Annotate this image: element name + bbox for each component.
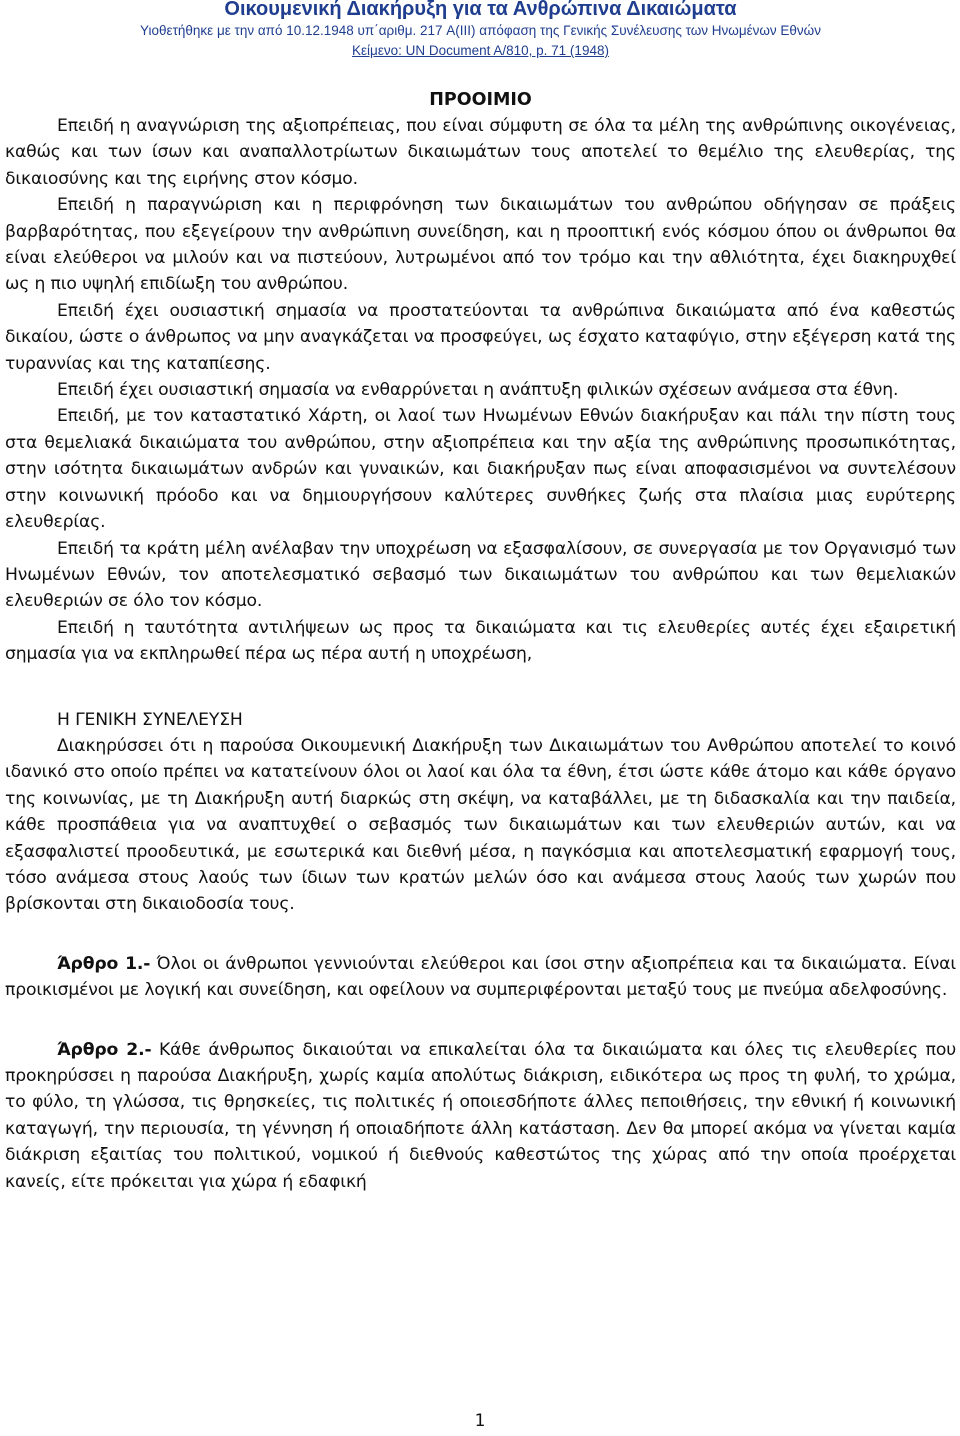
- source-link[interactable]: Κείμενο: UN Document A/810, p. 71 (1948): [352, 43, 609, 58]
- document-title: Οικουμενική Διακήρυξη για τα Ανθρώπινα Δικαιώματα: [224, 0, 737, 20]
- preamble-paragraph: Επειδή τα κράτη μέλη ανέλαβαν την υποχρέωση να εξασφαλίσουν, σε συνεργασία με τον Οργανισμό των Ηνωμένων Εθνών, τον αποτελεσματικό σεβασμό των δικαιωμάτων του ανθρώπου και των θεμελιακών ελευθεριών σε όλο τον κόσμο.: [5, 538, 956, 612]
- article-2: [5, 1037, 956, 1195]
- preamble-paragraph: Επειδή η παραγνώριση και η περιφρόνηση των δικαιωμάτων του ανθρώπου οδήγησαν σε πράξεις βαρβαρότητας, που εξεγείρουν την ανθρώπινη συνείδηση, και η προοπτική ενός κόσμου όπου οι άνθρωποι θα είναι ελεύθεροι να μιλούν και να πιστεύουν, λυτρωμένοι από τον τρόμο και την αθλιότητα, έχει διακηρυχθεί ως η πιο υψηλή επιδίωξη του ανθρώπου.: [5, 195, 956, 295]
- preamble-title: ΠΡΟΟΙΜΙΟ: [429, 90, 532, 110]
- preamble-paragraph: Επειδή η ταυτότητα αντιλήψεων ως προς τα δικαιώματα και τις ελευθερίες αυτές έχει εξαιρετική σημασία για να εκπληρωθεί πέρα ως πέρα αυτή η υποχρέωση,: [5, 617, 956, 665]
- article-1: [5, 951, 956, 1004]
- adoption-note: Υιοθετήθηκε με την από 10.12.1948 υπ΄αριθμ. 217 A(III) απόφαση της Γενικής Συνέλευσης των Ηνωμένων Εθνών: [140, 23, 821, 38]
- article-1-label: Άρθρο 1.-: [57, 953, 151, 974]
- preamble-paragraph: Επειδή, με τον καταστατικό Χάρτη, οι λαοί των Ηνωμένων Εθνών διακήρυξαν και πάλι την πίστη τους στα θεμελιακά δικαιώματα του ανθρώπου, στην αξιοπρέπεια και την αξία της ανθρώπινης προσωπικότητας, στην ισότητα δικαιωμάτων ανδρών και γυναικών, και διακήρυξαν πως είναι αποφασισμένοι να συντελέσουν στην κοινωνική πρόοδο και να δημιουργήσουν καλύτερες συνθήκες ζωής στα πλαίσια μιας ευρύτερης ελευθερίας.: [5, 406, 956, 533]
- assembly-heading: Η ΓΕΝΙΚΗ ΣΥΝΕΛΕΥΣΗ: [57, 709, 243, 730]
- preamble-paragraph: Επειδή έχει ουσιαστική σημασία να ενθαρρύνεται η ανάπτυξη φιλικών σχέσεων ανάμεσα στα έθνη.: [57, 380, 899, 401]
- preamble-paragraph: Επειδή έχει ουσιαστική σημασία να προστατεύονται τα ανθρώπινα δικαιώματα από ένα καθεστώς δικαίου, ώστε ο άνθρωπος να μην αναγκάζεται να προσφεύγει, ως έσχατο καταφύγιο, στην εξέγερση κατά της τυραννίας και της καταπίεσης.: [5, 300, 956, 374]
- document-header: [5, 0, 956, 60]
- assembly-paragraph: Διακηρύσσει ότι η παρούσα Οικουμενική Διακήρυξη των Δικαιωμάτων του Ανθρώπου αποτελεί το κοινό ιδανικό στο οποίο πρέπει να κατατείνουν όλοι οι λαοί και όλα τα έθνη, έτσι ώστε κάθε άτομο και κάθε όργανο της κοινωνίας, με τη Διακήρυξη αυτή διαρκώς στη σκέψη, να καταβάλλει, με τη διδασκαλία και την παιδεία, κάθε προσπάθεια για να αναπτυχθεί ο σεβασμός των δικαιωμάτων και των ελευθεριών αυτών, και να εξασφαλιστεί προοδευτικά, με εσωτερικά και διεθνή μέσα, η παγκόσμια και αποτελεσματική εφαρμογή τους, τόσο ανάμεσα στους λαούς των ίδιων των κρατών μελών όσο και ανάμεσα στους λαούς των χωρών που βρίσκονται στη δικαιοδοσία τους.: [5, 735, 956, 915]
- page-number: 1: [474, 1411, 486, 1431]
- article-1-text: Όλοι οι άνθρωποι γεννιούνται ελεύθεροι και ίσοι στην αξιοπρέπεια και τα δικαιώματα. Είναι προικισμένοι με λογική και συνείδηση, και οφείλουν να συμπεριφέρονται μεταξύ τους με πνεύμα αδελφοσύνης.: [5, 953, 956, 1001]
- preamble-body: [5, 113, 956, 1195]
- preamble-paragraph: Επειδή η αναγνώριση της αξιοπρέπειας, που είναι σύμφυτη σε όλα τα μέλη της ανθρώπινης οικογένειας, καθώς και των ίσων και αναπαλλοτρίωτων δικαιωμάτων τους αποτελεί το θεμέλιο της ελευθερίας, της δικαιοσύνης και της ειρήνης στον κόσμο.: [5, 116, 956, 189]
- article-2-label: Άρθρο 2.-: [57, 1039, 152, 1060]
- article-2-text: Κάθε άνθρωπος δικαιούται να επικαλείται όλα τα δικαιώματα και όλες τις ελευθερίες που προκηρύσσει η παρούσα Διακήρυξη, χωρίς καμία απολύτως διάκριση, ειδικότερα ως προς τη φυλή, το χρώμα, το φύλο, τη γλώσσα, τις θρησκείες, τις πολιτικές ή οποιεσδήποτε άλλες πεποιθήσεις, την εθνική ή κοινωνική καταγωγή, την περιουσία, τη γέννηση ή οποιαδήποτε άλλη κατάσταση. Δεν θα μπορεί ακόμα να γίνεται καμία διάκριση εξαιτίας του πολιτικού, νομικού ή διεθνούς καθεστώτος της χώρας από την οποία προέρχεται κανείς, είτε πρόκειται για χώρα ή εδαφική: [5, 1039, 956, 1192]
